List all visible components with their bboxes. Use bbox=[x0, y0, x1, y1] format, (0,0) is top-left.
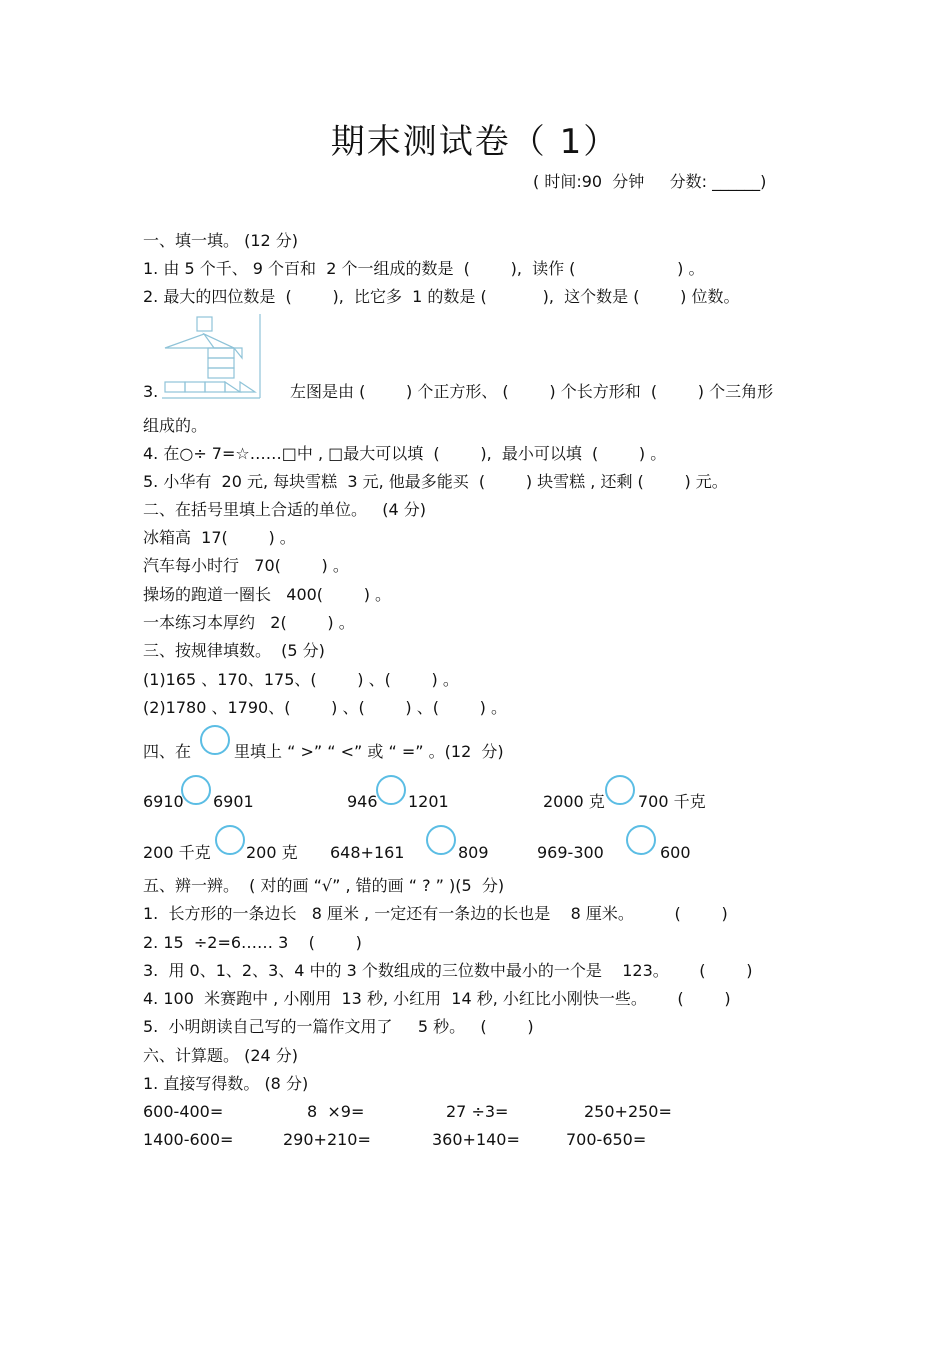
calc-8: 700-650= bbox=[566, 1130, 647, 1149]
unit-item-1: 冰箱高 17( ) 。 bbox=[143, 528, 296, 547]
unit-item-3: 操场的跑道一圈长 400( ) 。 bbox=[143, 585, 392, 604]
pattern-item-1: (1)165 、170、175、( ) 、( ) 。 bbox=[143, 670, 459, 689]
compare-4-right: 200 克 bbox=[246, 843, 298, 862]
compare-6-right: 600 bbox=[660, 843, 691, 862]
section4-heading-end: 里填上 “ >” “ <” 或 “ =” 。(12 分) bbox=[234, 742, 504, 761]
section6-heading: 六、计算题。 (24 分) bbox=[143, 1046, 299, 1065]
calc-subheading: 1. 直接写得数。 (8 分) bbox=[143, 1074, 309, 1093]
compare-5-circle[interactable] bbox=[426, 825, 456, 855]
unit-item-4: 一本练习本厚约 2( ) 。 bbox=[143, 613, 355, 632]
judge-item-4: 4. 100 米赛跑中 , 小刚用 13 秒, 小红用 14 秒, 小红比小刚快一些。 ( ) bbox=[143, 989, 731, 1008]
compare-2-circle[interactable] bbox=[376, 775, 406, 805]
judge-item-3: 3. 用 0、1、2、3、4 中的 3 个数组成的三位数中最小的一个是 123。 ( ) bbox=[143, 961, 753, 980]
question-1-2: 2. 最大的四位数是 ( ), 比它多 1 的数是 ( ), 这个数是 ( ) 位数。 bbox=[143, 287, 740, 306]
calc-5: 1400-600= bbox=[143, 1130, 234, 1149]
compare-3-right: 700 千克 bbox=[638, 792, 706, 811]
shape-figure bbox=[160, 312, 262, 400]
compare-4-circle[interactable] bbox=[215, 825, 245, 855]
section3-heading: 三、按规律填数。 (5 分) bbox=[143, 641, 325, 660]
question-1-3: 左图是由 ( ) 个正方形、 ( ) 个长方形和 ( ) 个三角形 bbox=[290, 382, 774, 401]
compare-1-left: 6910 bbox=[143, 792, 184, 811]
question-1-4: 4. 在○÷ 7=☆……□中 , □最大可以填 ( ), 最小可以填 ( ) 。 bbox=[143, 444, 667, 463]
judge-item-1: 1. 长方形的一条边长 8 厘米 , 一定还有一条边的长也是 8 厘米。 ( ) bbox=[143, 904, 728, 923]
page-title: 期末测试卷（ 1） bbox=[330, 122, 620, 162]
calc-2: 8 ×9= bbox=[307, 1102, 365, 1121]
question-1-5: 5. 小华有 20 元, 每块雪糕 3 元, 他最多能买 ( ) 块雪糕 , 还剩 ( ) 元。 bbox=[143, 472, 728, 491]
compare-3-left: 2000 克 bbox=[543, 792, 605, 811]
judge-item-5: 5. 小明朗读自己写的一篇作文用了 5 秒。 ( ) bbox=[143, 1017, 534, 1036]
time-score-line: ( 时间:90 分钟 分数: ______) bbox=[533, 172, 767, 191]
question-1-3-number: 3. bbox=[143, 382, 159, 401]
calc-4: 250+250= bbox=[584, 1102, 672, 1121]
compare-2-left: 946 bbox=[347, 792, 378, 811]
pattern-item-2: (2)1780 、1790、( ) 、( ) 、( ) 。 bbox=[143, 698, 507, 717]
unit-item-2: 汽车每小时行 70( ) 。 bbox=[143, 556, 349, 575]
calc-7: 360+140= bbox=[432, 1130, 520, 1149]
compare-circle-icon bbox=[200, 725, 230, 755]
compare-1-right: 6901 bbox=[213, 792, 254, 811]
compare-6-left: 969-300 bbox=[537, 843, 604, 862]
compare-1-circle[interactable] bbox=[181, 775, 211, 805]
section1-heading: 一、填一填。 (12 分) bbox=[143, 231, 299, 250]
calc-1: 600-400= bbox=[143, 1102, 224, 1121]
compare-4-left: 200 千克 bbox=[143, 843, 211, 862]
section2-heading: 二、在括号里填上合适的单位。 (4 分) bbox=[143, 500, 427, 519]
compare-2-right: 1201 bbox=[408, 792, 449, 811]
compare-3-circle[interactable] bbox=[605, 775, 635, 805]
calc-6: 290+210= bbox=[283, 1130, 371, 1149]
compare-5-right: 809 bbox=[458, 843, 489, 862]
section4-heading-start: 四、在 bbox=[143, 742, 192, 761]
judge-item-2: 2. 15 ÷2=6…… 3 ( ) bbox=[143, 933, 362, 952]
question-1-1: 1. 由 5 个千、 9 个百和 2 个一组成的数是 ( ), 读作 ( ) 。 bbox=[143, 259, 705, 278]
section5-heading: 五、辨一辨。 ( 对的画 “√” , 错的画 “ ? ” )(5 分) bbox=[143, 876, 505, 895]
question-1-3-continued: 组成的。 bbox=[143, 416, 208, 435]
compare-6-circle[interactable] bbox=[626, 825, 656, 855]
compare-5-left: 648+161 bbox=[330, 843, 405, 862]
calc-3: 27 ÷3= bbox=[446, 1102, 509, 1121]
